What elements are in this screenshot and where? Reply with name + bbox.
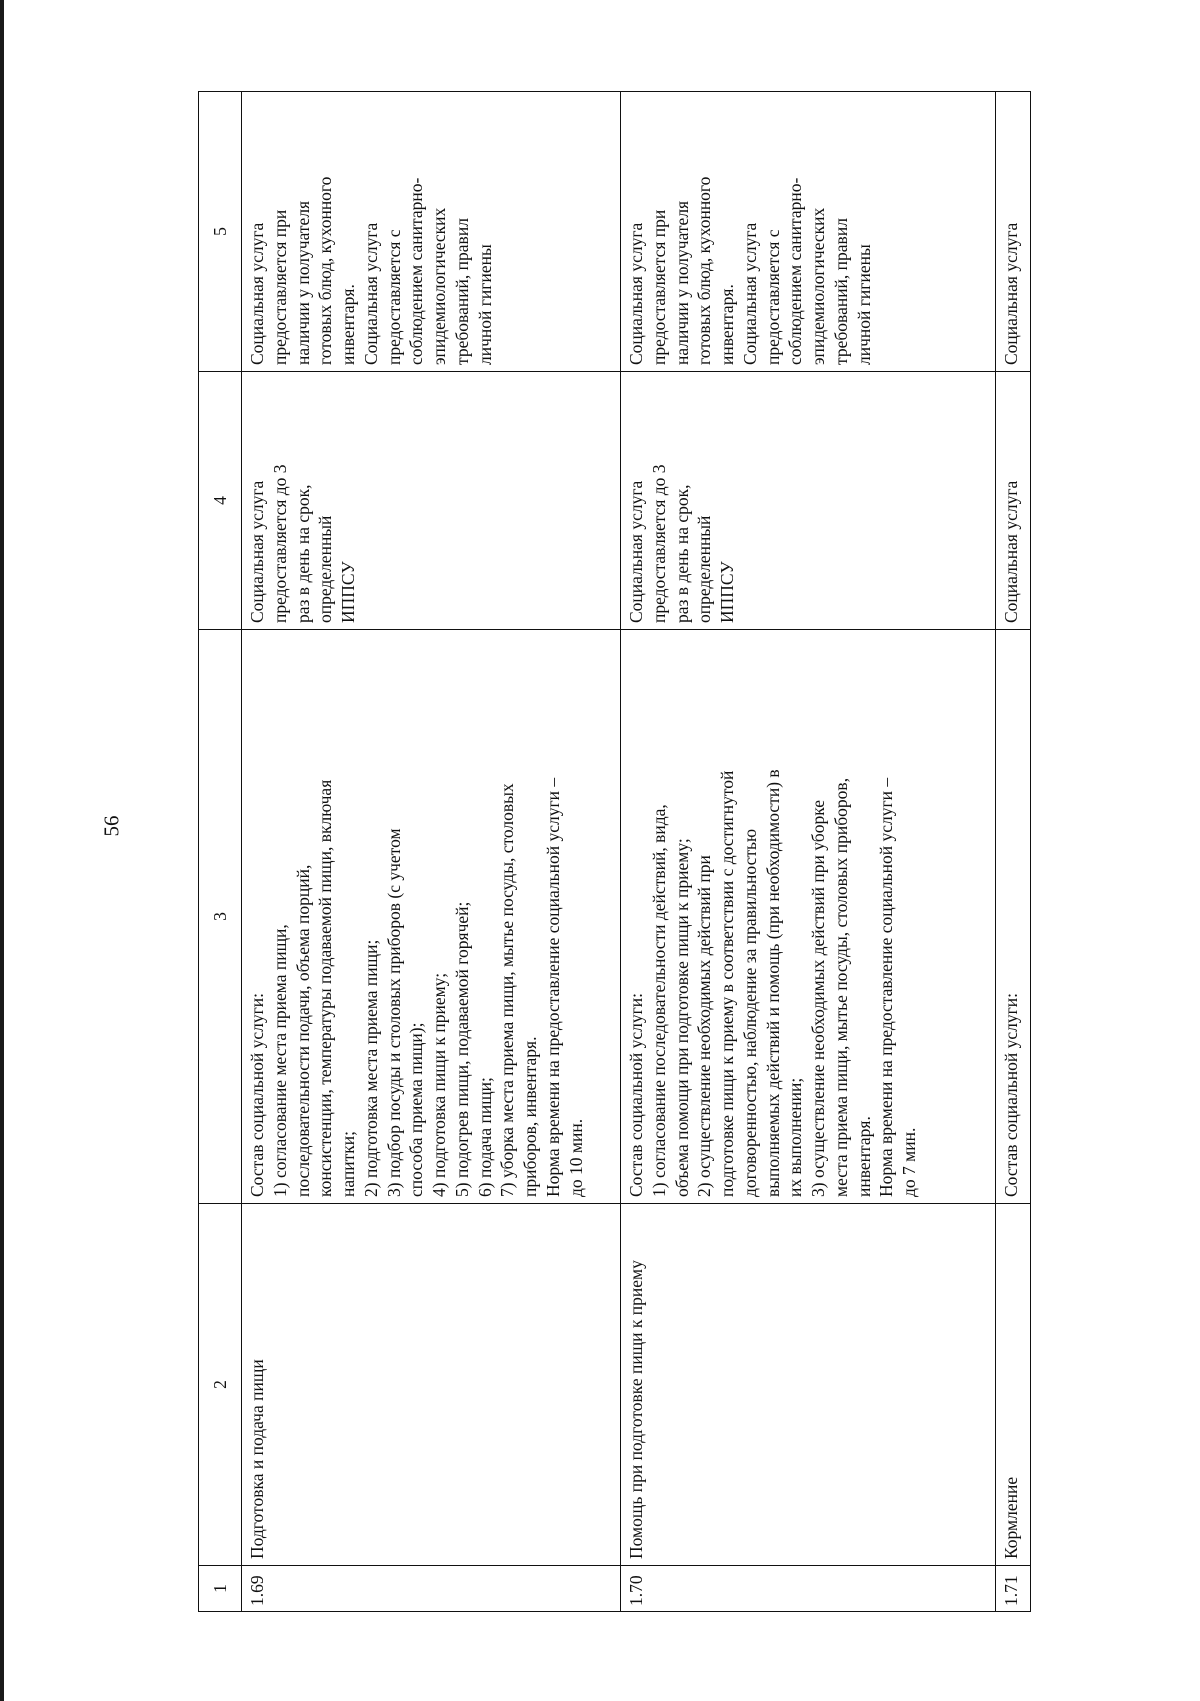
text-line: Состав социальной услуги: bbox=[1001, 992, 1021, 1197]
text-line: предоставляется до 3 bbox=[269, 464, 290, 623]
text-line: до 7 мин. bbox=[899, 1127, 919, 1197]
text-line: 1) согласование места приема пищи, bbox=[269, 924, 290, 1197]
row-number: 1.70 bbox=[621, 1566, 996, 1612]
text-line: 3) подбор посуды и столовых приборов (с учетом bbox=[383, 828, 404, 1197]
header-col-4: 4 bbox=[199, 372, 242, 630]
text-line: готовых блюд, кухонного bbox=[315, 176, 336, 365]
row-number: 1.69 bbox=[242, 1566, 621, 1612]
text-line: напитки; bbox=[338, 1130, 358, 1197]
service-frequency bbox=[996, 372, 1031, 630]
text-line: подготовке пищи к приему в соответствии с достигнутой bbox=[717, 770, 737, 1197]
text-line: инвентаря. bbox=[338, 284, 358, 365]
text-line: консистенции, температуры подаваемой пищи, включая bbox=[315, 779, 336, 1197]
service-composition bbox=[242, 630, 621, 1204]
text-line: 5) подогрев пищи, подаваемой горячей; bbox=[451, 901, 472, 1197]
text-line: Социальная услуга bbox=[626, 480, 646, 623]
text-line: Социальная услуга bbox=[739, 222, 760, 365]
text-line: Социальная услуга bbox=[360, 222, 381, 365]
text-line: раз в день на срок, bbox=[671, 484, 692, 623]
text-line: готовых блюд, кухонного bbox=[694, 176, 715, 365]
text-line: 4) подготовка пищи к приему; bbox=[429, 972, 449, 1197]
table-row bbox=[242, 92, 621, 1612]
text-line: Социальная услуга bbox=[1001, 480, 1021, 623]
table-row bbox=[621, 92, 996, 1612]
text-line: договоренностью, наблюдение за правильностью bbox=[739, 828, 760, 1197]
text-line: личной гигиены bbox=[474, 244, 495, 365]
service-frequency bbox=[242, 372, 621, 630]
text-line: соблюдением санитарно- bbox=[785, 177, 806, 365]
text-line: требований, правил bbox=[830, 218, 851, 365]
text-line: способа приема пищи); bbox=[406, 1022, 427, 1197]
text-line: 3) осуществление необходимых действий при уборке bbox=[808, 799, 828, 1197]
text-line: определенный bbox=[315, 515, 336, 623]
text-line: Состав социальной услуги: bbox=[626, 992, 646, 1197]
header-col-2: 2 bbox=[199, 1204, 242, 1566]
service-composition bbox=[621, 630, 996, 1204]
text-line: 2) осуществление необходимых действий при bbox=[694, 855, 715, 1197]
page-number: 56 bbox=[99, 815, 124, 837]
row-number: 1.71 bbox=[996, 1566, 1031, 1612]
header-row bbox=[199, 92, 242, 1612]
text-line: эпидемиологических bbox=[429, 207, 449, 365]
text-line: определенный bbox=[694, 515, 715, 623]
text-line: места приема пищи, мытье посуды, столовых приборов, bbox=[830, 777, 851, 1197]
header-col-3: 3 bbox=[199, 630, 242, 1204]
text-line: Норма времени на предоставление социальной услуги – bbox=[542, 777, 563, 1197]
text-line: Социальная услуга bbox=[247, 222, 267, 365]
text-line: ИППСУ bbox=[338, 561, 358, 623]
services-table bbox=[198, 91, 1031, 1612]
text-line: объема помощи при подготовке пищи к приему; bbox=[671, 838, 692, 1197]
text-line: требований, правил bbox=[451, 218, 472, 365]
rotated-content bbox=[198, 92, 1038, 1612]
text-line: Норма времени на предоставление социальной услуги – bbox=[876, 777, 897, 1197]
text-line: эпидемиологических bbox=[808, 207, 828, 365]
text-line: Состав социальной услуги: bbox=[247, 992, 267, 1197]
table-row bbox=[996, 92, 1031, 1612]
text-line: предоставляется при bbox=[269, 209, 290, 365]
text-line: 2) подготовка места приема пищи; bbox=[360, 939, 381, 1197]
text-line: предоставляется до 3 bbox=[648, 464, 669, 623]
service-name: Помощь при подготовке пищи к приему bbox=[621, 1204, 996, 1566]
service-conditions bbox=[996, 92, 1031, 372]
service-frequency bbox=[621, 372, 996, 630]
header-col-1: 1 bbox=[199, 1566, 242, 1612]
text-line: наличии у получателя bbox=[292, 200, 313, 365]
text-line: приборов, инвентаря. bbox=[520, 1036, 540, 1197]
text-line: предоставляется при bbox=[648, 209, 669, 365]
text-line: инвентаря. bbox=[717, 284, 737, 365]
text-line: до 10 мин. bbox=[565, 1118, 586, 1197]
text-line: соблюдением санитарно- bbox=[406, 177, 427, 365]
service-name: Кормление bbox=[996, 1204, 1031, 1566]
text-line: Социальная услуга bbox=[1001, 222, 1021, 365]
service-composition bbox=[996, 630, 1031, 1204]
text-line: их выполнении; bbox=[785, 1077, 806, 1197]
text-line: 1) согласование последовательности действий, вида, bbox=[648, 804, 669, 1197]
text-line: ИППСУ bbox=[717, 561, 737, 623]
text-line: Социальная услуга bbox=[247, 480, 267, 623]
text-line: предоставляется с bbox=[762, 229, 783, 365]
text-line: 7) уборка места приема пищи, мытье посуды, столовых bbox=[497, 783, 518, 1197]
text-line: раз в день на срок, bbox=[292, 484, 313, 623]
service-conditions bbox=[242, 92, 621, 372]
service-name: Подготовка и подача пищи bbox=[242, 1204, 621, 1566]
text-line: наличии у получателя bbox=[671, 200, 692, 365]
text-line: 6) подача пищи; bbox=[474, 1077, 495, 1197]
text-line: выполняемых действий и помощь (при необходимости) в bbox=[762, 769, 783, 1197]
text-line: последовательности подачи, объема порций, bbox=[292, 864, 313, 1197]
text-line: личной гигиены bbox=[853, 244, 874, 365]
scan-edge bbox=[0, 0, 4, 1701]
service-conditions bbox=[621, 92, 996, 372]
header-col-5: 5 bbox=[199, 92, 242, 372]
text-line: предоставляется с bbox=[383, 229, 404, 365]
text-line: инвентаря. bbox=[853, 1116, 874, 1197]
text-line: Социальная услуга bbox=[626, 222, 646, 365]
